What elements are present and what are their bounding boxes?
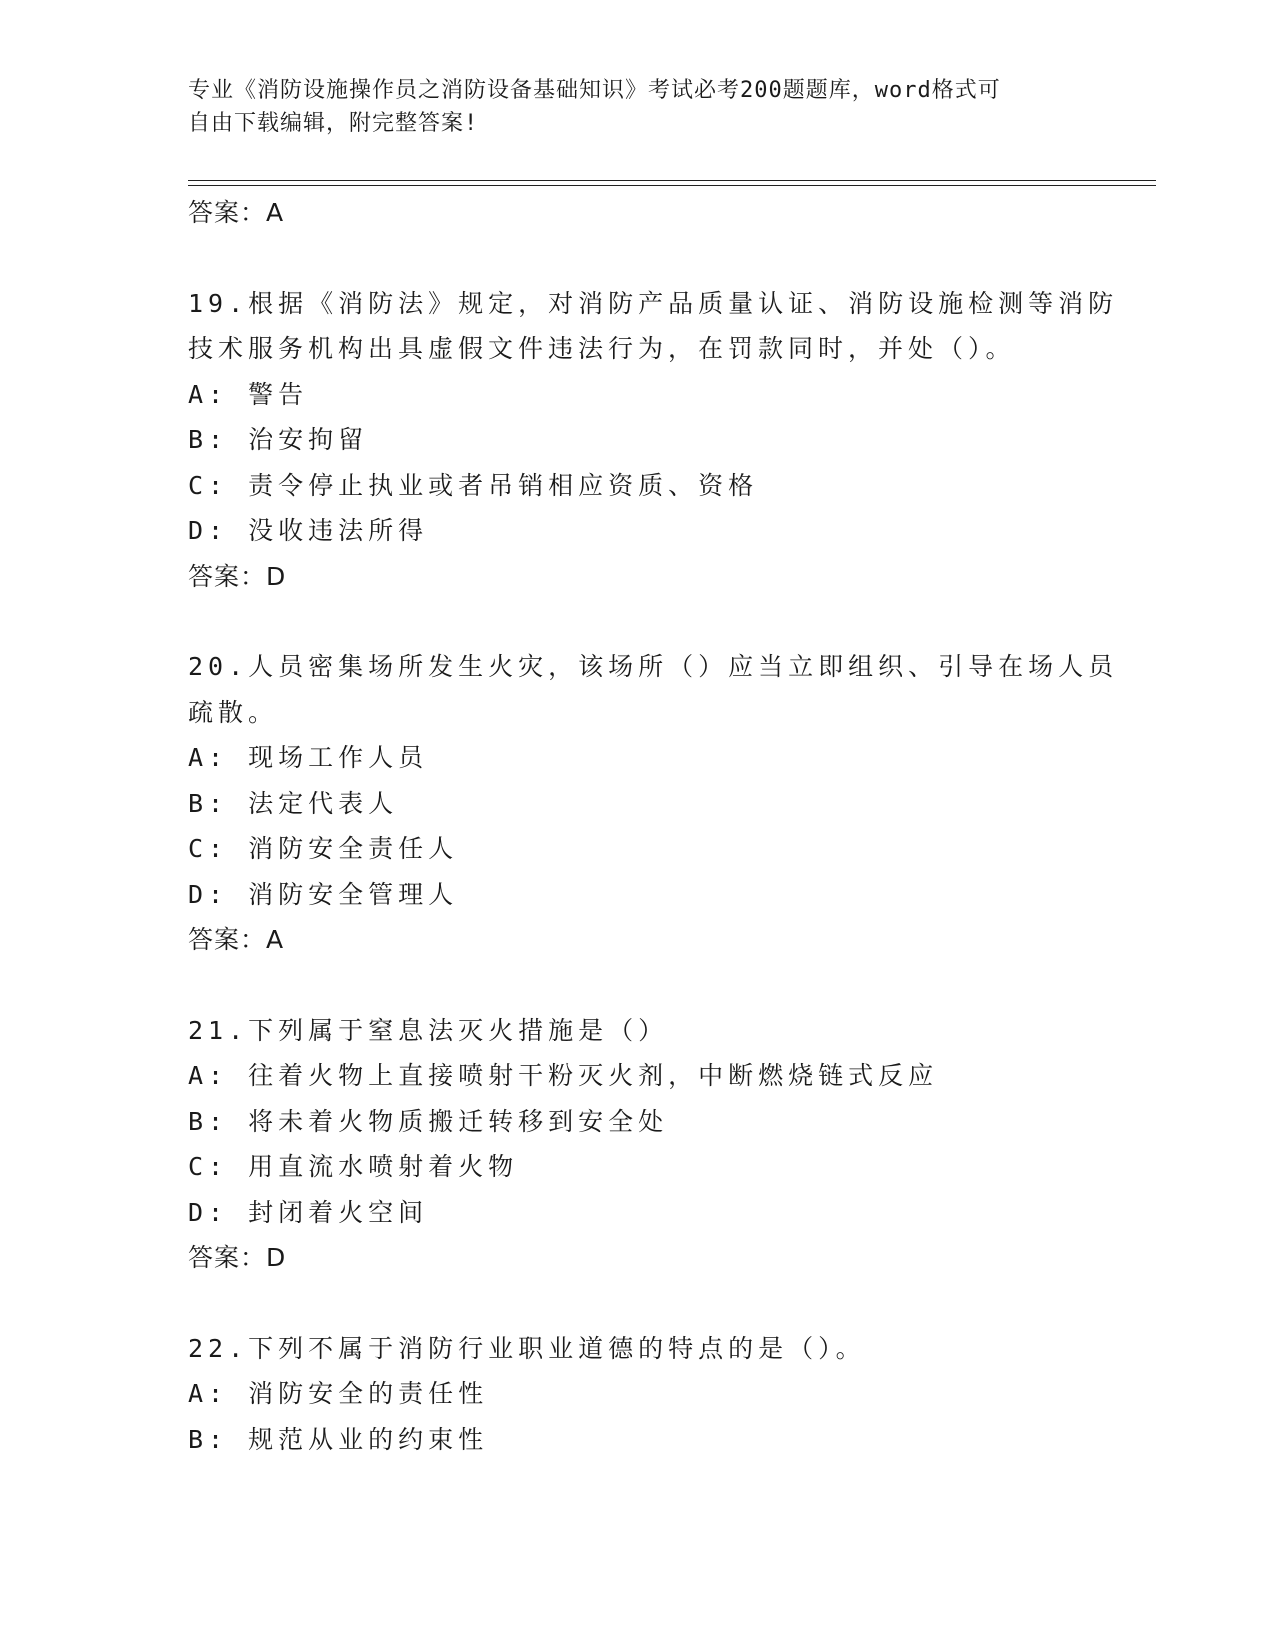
document-body: [188, 190, 1119, 1462]
question-stem: 22.下列不属于消防行业职业道德的特点的是（）。: [188, 1333, 866, 1363]
option-b: B: 治安拘留: [188, 425, 369, 454]
document-header: [188, 74, 1068, 140]
header-line-2: 自由下载编辑，附完整答案!: [188, 111, 479, 136]
question-22: [188, 1326, 1088, 1463]
header-divider-top: [188, 180, 1156, 181]
question-stem: 20.人员密集场所发生火灾，该场所（）应当立即组织、引导在场人员: [188, 652, 1119, 681]
option-b: B: 规范从业的约束性: [188, 1424, 489, 1454]
answer-label: 答案：D: [188, 1243, 287, 1272]
header-divider-bottom: [188, 185, 1156, 186]
option-a: A: 往着火物上直接喷射干粉灭火剂，中断燃烧链式反应: [188, 1061, 939, 1090]
option-a: A: 警告: [188, 379, 309, 409]
option-d: D: 封闭着火空间: [188, 1197, 429, 1227]
option-c: C: 用直流水喷射着火物: [188, 1152, 519, 1181]
answer-label: 答案：A: [188, 198, 285, 227]
question-20: [188, 644, 1119, 963]
option-d: D: 没收违法所得: [188, 516, 429, 545]
question-stem: 疏散。: [188, 697, 279, 727]
question-stem: 技术服务机构出具虚假文件违法行为，在罚款同时，并处（）。: [188, 334, 1016, 363]
question-stem: 21.下列属于窒息法灭火措施是（）: [188, 1015, 669, 1045]
option-a: A: 消防安全的责任性: [188, 1379, 489, 1408]
option-b: B: 将未着火物质搬迁转移到安全处: [188, 1106, 669, 1136]
answer-label: 答案：A: [188, 925, 285, 954]
option-d: D: 消防安全管理人: [188, 879, 459, 909]
header-line-1: 专业《消防设施操作员之消防设备基础知识》考试必考200题题库，word格式可: [188, 78, 1001, 103]
question-21: [188, 1008, 1088, 1281]
option-c: C: 消防安全责任人: [188, 834, 459, 863]
question-stem: 19.根据《消防法》规定，对消防产品质量认证、消防设施检测等消防: [188, 288, 1119, 318]
question-19: [188, 281, 1119, 600]
option-c: C: 责令停止执业或者吊销相应资质、资格: [188, 470, 759, 500]
answer-label: 答案：D: [188, 561, 287, 591]
option-b: B: 法定代表人: [188, 788, 399, 818]
option-a: A: 现场工作人员: [188, 743, 429, 772]
